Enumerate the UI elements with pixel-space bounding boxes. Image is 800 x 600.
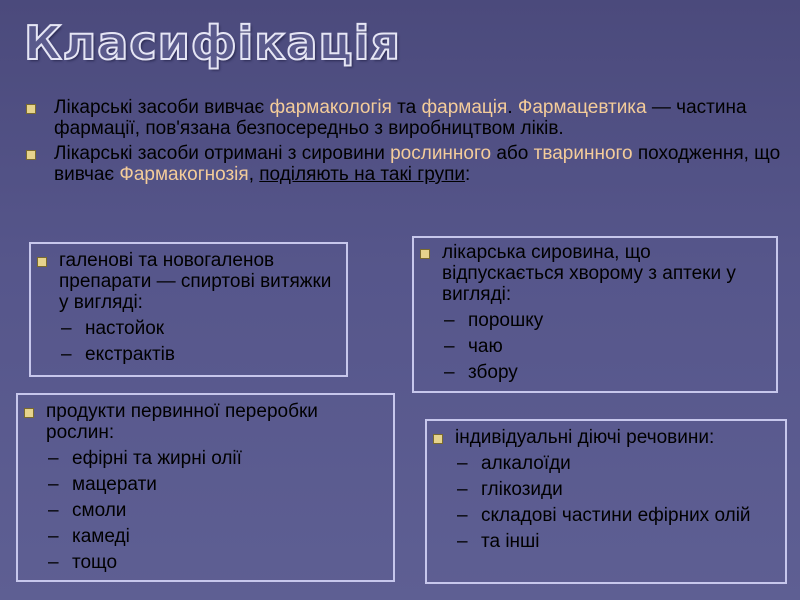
square-bullet-icon	[37, 257, 47, 267]
groups-underlined-text: поділяють на такі групи	[259, 164, 465, 185]
dash-icon: –	[48, 526, 59, 547]
dash-icon: –	[48, 448, 59, 469]
list-item	[61, 318, 338, 339]
list-item-text: тощо	[72, 552, 118, 573]
list-item-text: камеді	[72, 526, 130, 547]
group-list	[414, 310, 768, 383]
list-item-text: екстрактів	[85, 344, 175, 365]
intro-paragraph-1	[22, 97, 782, 139]
dash-icon: –	[444, 310, 455, 331]
intro-text	[22, 97, 782, 189]
dash-icon: –	[457, 505, 468, 526]
list-item	[48, 474, 385, 495]
list-item-text: смоли	[72, 500, 127, 521]
dash-icon: –	[457, 479, 468, 500]
dash-icon: –	[444, 362, 455, 383]
list-item	[48, 526, 385, 547]
dash-icon: –	[48, 500, 59, 521]
list-item	[61, 344, 338, 365]
list-item	[48, 500, 385, 521]
group-list	[427, 453, 777, 552]
dash-icon: –	[61, 344, 72, 365]
intro-text-run: походження, що вивчає	[54, 143, 781, 185]
list-item-text: мацерати	[72, 474, 157, 495]
square-bullet-icon	[24, 408, 34, 418]
term-pharmacology: фармакологія	[269, 97, 392, 118]
intro-text-run: або	[491, 143, 534, 164]
group-lead	[31, 250, 338, 313]
list-item	[444, 362, 768, 383]
dash-icon: –	[457, 531, 468, 552]
group-lead-text: продукти первинної переробки рослин:	[46, 401, 318, 443]
list-item-text: та інші	[481, 531, 540, 552]
intro-text-run: Лікарські засоби отримані з сировини	[54, 143, 391, 164]
dash-icon: –	[61, 318, 72, 339]
intro-text-run: :	[465, 164, 471, 185]
dash-icon: –	[457, 453, 468, 474]
list-item-text: складові частини ефірних олій	[481, 505, 751, 526]
intro-text-run: .	[507, 97, 518, 118]
dash-icon: –	[48, 474, 59, 495]
dash-icon: –	[444, 336, 455, 357]
group-list	[31, 318, 338, 365]
group-lead	[414, 242, 768, 305]
slide-title: Класифікація	[24, 16, 401, 70]
group-lead-text: індивідуальні діючі речовини:	[455, 427, 715, 448]
term-pharmaceutics: Фармацевтика	[517, 97, 647, 118]
term-pharmacy: фармація	[421, 97, 508, 118]
term-plant: рослинного	[390, 143, 492, 164]
list-item-text: порошку	[468, 310, 544, 331]
list-item	[444, 310, 768, 331]
group-lead-text: лікарська сировина, що відпускається хворому з аптеки у вигляді:	[442, 242, 736, 305]
list-item-text: настойок	[85, 318, 165, 339]
dash-icon: –	[48, 552, 59, 573]
list-item	[457, 531, 777, 552]
list-item-text: алкалоїди	[481, 453, 571, 474]
list-item-text: чаю	[468, 336, 503, 357]
group-list	[18, 448, 385, 573]
intro-text-run: та	[391, 97, 422, 118]
list-item	[444, 336, 768, 357]
group-box-active-substances	[425, 419, 787, 584]
list-item	[457, 505, 777, 526]
intro-text-run: Лікарські засоби вивчає	[54, 97, 270, 118]
square-bullet-icon	[420, 249, 430, 259]
list-item-text: збору	[468, 362, 518, 383]
list-item	[457, 453, 777, 474]
term-pharmacognosy: Фармакогнозія	[119, 164, 249, 185]
intro-text-run: — частина фармації, пов'язана безпосередньо з виробництвом ліків.	[54, 97, 747, 139]
square-bullet-icon	[26, 150, 36, 160]
intro-paragraph-2	[22, 143, 782, 185]
list-item-text: глікозиди	[481, 479, 563, 500]
list-item-text: ефірні та жирні олії	[72, 448, 242, 469]
group-lead	[427, 427, 777, 448]
term-animal: тваринного	[533, 143, 633, 164]
group-lead-text: галенові та новогаленов препарати — спиртові витяжки у вигляді:	[59, 250, 332, 313]
list-item	[48, 448, 385, 469]
group-box-primary-processing	[16, 393, 395, 582]
intro-text-run: ,	[248, 164, 260, 185]
group-box-raw-material	[412, 236, 778, 393]
square-bullet-icon	[26, 104, 36, 114]
group-box-galenic	[29, 242, 348, 377]
list-item	[48, 552, 385, 573]
square-bullet-icon	[433, 434, 443, 444]
group-lead	[18, 401, 385, 443]
list-item	[457, 479, 777, 500]
